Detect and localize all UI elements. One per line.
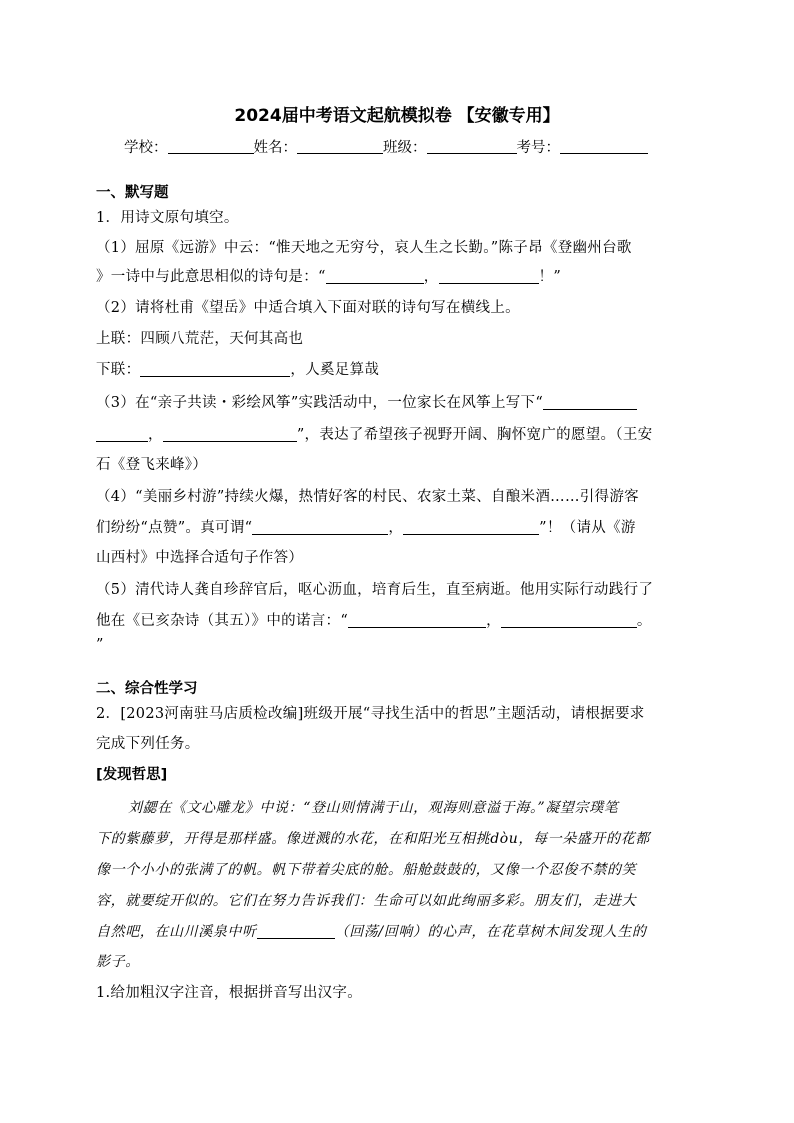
q1-stem: 1．用诗文原句填空。	[96, 210, 239, 226]
class-blank[interactable]	[427, 137, 517, 154]
class-label: 班级：	[383, 140, 427, 156]
q1-1-blank-1[interactable]	[326, 268, 424, 284]
q2-line1: 2．[2023河南驻马店质检改编]班级开展“寻找生活中的哲思”主题活动，请根据要求	[96, 706, 645, 722]
q1-4-blank-1[interactable]	[252, 519, 388, 535]
q1-1-text-b: ，	[423, 269, 439, 285]
passage-blank[interactable]	[257, 923, 335, 939]
school-label: 学校：	[124, 140, 168, 156]
q1-1-line2	[96, 265, 561, 286]
q1-4-text-a: 们纷纷“点赞”。真可谓“	[96, 520, 253, 536]
q1-5-blank-2[interactable]	[501, 612, 637, 628]
q1-3-text-b: ，	[148, 427, 163, 443]
q2-line2: 完成下列任务。	[96, 736, 200, 752]
q1-2-line1: （2）请将杜甫《望岳》中适合填入下面对联的诗句写在横线上。	[96, 300, 520, 316]
discover-philosophy-heading: [发现哲思]	[96, 767, 168, 783]
school-blank[interactable]	[168, 137, 254, 154]
q1-1-text-a: 》一诗中与此意思相似的诗句是：“	[96, 269, 326, 285]
task1-line: 1.给加粗汉字注音，根据拼音写出汉字。	[96, 985, 363, 1001]
q1-4-line3: 山西村》中选择合适句子作答）	[96, 550, 304, 566]
q1-2-lower-text: ，人奚足算哉	[290, 362, 380, 378]
name-blank[interactable]	[297, 137, 383, 154]
q1-5-line1: （5）清代诗人龚自珍辞官后，呕心沥血，培育后生，直至病逝。他用实际行动践行了	[96, 582, 654, 598]
number-blank[interactable]	[560, 137, 648, 154]
q1-4-text-b: ，	[388, 520, 404, 536]
passage-line5	[96, 921, 647, 941]
passage-line1: 刘勰在《文心雕龙》中说：“登山则情满于山，观海则意溢于海。”凝望宗璞笔	[128, 800, 619, 816]
passage-line2: 下的紫藤萝，开得是那样盛。像迸溅的水花，在和阳光互相挑dòu，每一朵盛开的花都	[96, 831, 650, 847]
q1-5-text-a: 他在《已亥杂诗（其五）》中的诺言：“	[96, 613, 349, 629]
q1-3-line2	[96, 423, 652, 444]
q1-3-text-c: ”，表达了希望孩子视野开阔、胸怀宽广的愿望。（王安	[296, 427, 653, 443]
q1-3-line3: 石《登飞来峰》）	[96, 457, 208, 473]
q1-4-line1: （4）“美丽乡村游”持续火爆，热情好客的村民、农家土菜、自酿米酒……引得游客	[96, 489, 639, 505]
q1-2-upper: 上联：四顾八荒茫，天何其高也	[96, 331, 304, 347]
q1-4-blank-2[interactable]	[403, 519, 539, 535]
section2-heading: 二、综合性学习	[96, 681, 198, 697]
passage-line4: 容，就要绽开似的。它们在努力告诉我们：生命可以如此绚丽多彩。朋友们，走进大	[96, 893, 637, 909]
name-label: 姓名：	[253, 140, 297, 156]
q1-2-lower	[96, 358, 379, 379]
passage-text-a: 自然吧，在山川溪泉中听	[96, 924, 257, 940]
q1-3-blank-1b[interactable]	[96, 426, 148, 442]
q1-3-text-a: （3）在“亲子共读・彩绘风筝”实践活动中，一位家长在风筝上写下“	[96, 395, 544, 411]
q1-4-line2	[96, 516, 636, 537]
q1-3-blank-1a[interactable]	[543, 394, 637, 410]
q1-3-line1	[96, 391, 637, 412]
passage-line6: 影子。	[96, 954, 140, 970]
q1-1-line1: （1）屈原《远游》中云：“惟天地之无穷兮，哀人生之长勤。”陈子昂《登幽州台歌	[96, 240, 632, 256]
q1-2-lower-label: 下联：	[96, 362, 141, 378]
student-info-row	[124, 136, 648, 157]
passage-text-b: （回荡/回响）的心声，在花草树木间发现人生的	[334, 924, 647, 940]
number-label: 考号：	[516, 140, 560, 156]
q1-4-text-c: ”！（请从《游	[539, 520, 636, 536]
q1-1-blank-2[interactable]	[439, 268, 539, 284]
q1-1-text-c: ！”	[538, 269, 562, 285]
page-title: 2024届中考语文起航模拟卷 【安徽专用】	[234, 106, 560, 126]
section1-heading: 一、默写题	[96, 185, 169, 201]
q1-5-line2	[96, 609, 652, 630]
q1-5-text-c: 。	[636, 613, 652, 629]
q1-5-line3: ”	[96, 637, 104, 653]
q1-3-blank-2[interactable]	[163, 426, 297, 442]
passage-line3: 像一个小小的张满了的帆。帆下带着尖底的舱。船舱鼓鼓的，又像一个忍俊不禁的笑	[96, 862, 637, 878]
q1-5-blank-1[interactable]	[348, 612, 486, 628]
q1-2-blank[interactable]	[140, 361, 290, 377]
q1-5-text-b: ，	[486, 613, 501, 629]
